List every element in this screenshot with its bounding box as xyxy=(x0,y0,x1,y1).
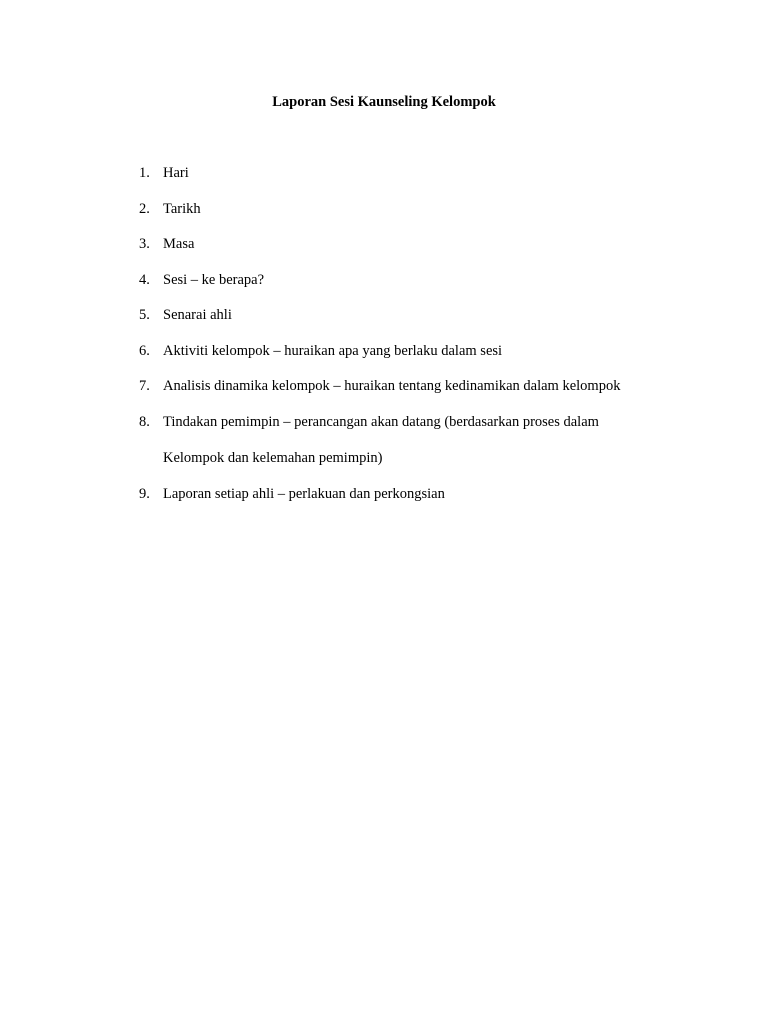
item-number: 4. xyxy=(139,272,150,288)
item-text-continuation: Kelompok dan kelemahan pemimpin) xyxy=(163,450,383,466)
item-number: 8. xyxy=(139,414,150,430)
item-number: 9. xyxy=(139,486,150,502)
item-text: Senarai ahli xyxy=(163,307,232,323)
item-text: Laporan setiap ahli – perlakuan dan perkongsian xyxy=(163,486,445,502)
item-number: 3. xyxy=(139,236,150,252)
item-number: 1. xyxy=(139,165,150,181)
item-text: Sesi – ke berapa? xyxy=(163,272,265,288)
item-text: Analisis dinamika kelompok – huraikan tentang kedinamikan dalam kelompok xyxy=(163,378,621,394)
item-number: 5. xyxy=(139,307,150,323)
item-text: Aktiviti kelompok – huraikan apa yang berlaku dalam sesi xyxy=(163,343,503,359)
document-title: Laporan Sesi Kaunseling Kelompok xyxy=(272,94,496,110)
item-number: 7. xyxy=(139,378,150,394)
item-number: 2. xyxy=(139,201,150,217)
item-number: 6. xyxy=(139,343,150,359)
item-text: Tindakan pemimpin – perancangan akan datang (berdasarkan proses dalam xyxy=(163,414,599,430)
item-text: Tarikh xyxy=(163,201,201,217)
item-text: Masa xyxy=(163,236,195,252)
item-text: Hari xyxy=(163,165,189,181)
